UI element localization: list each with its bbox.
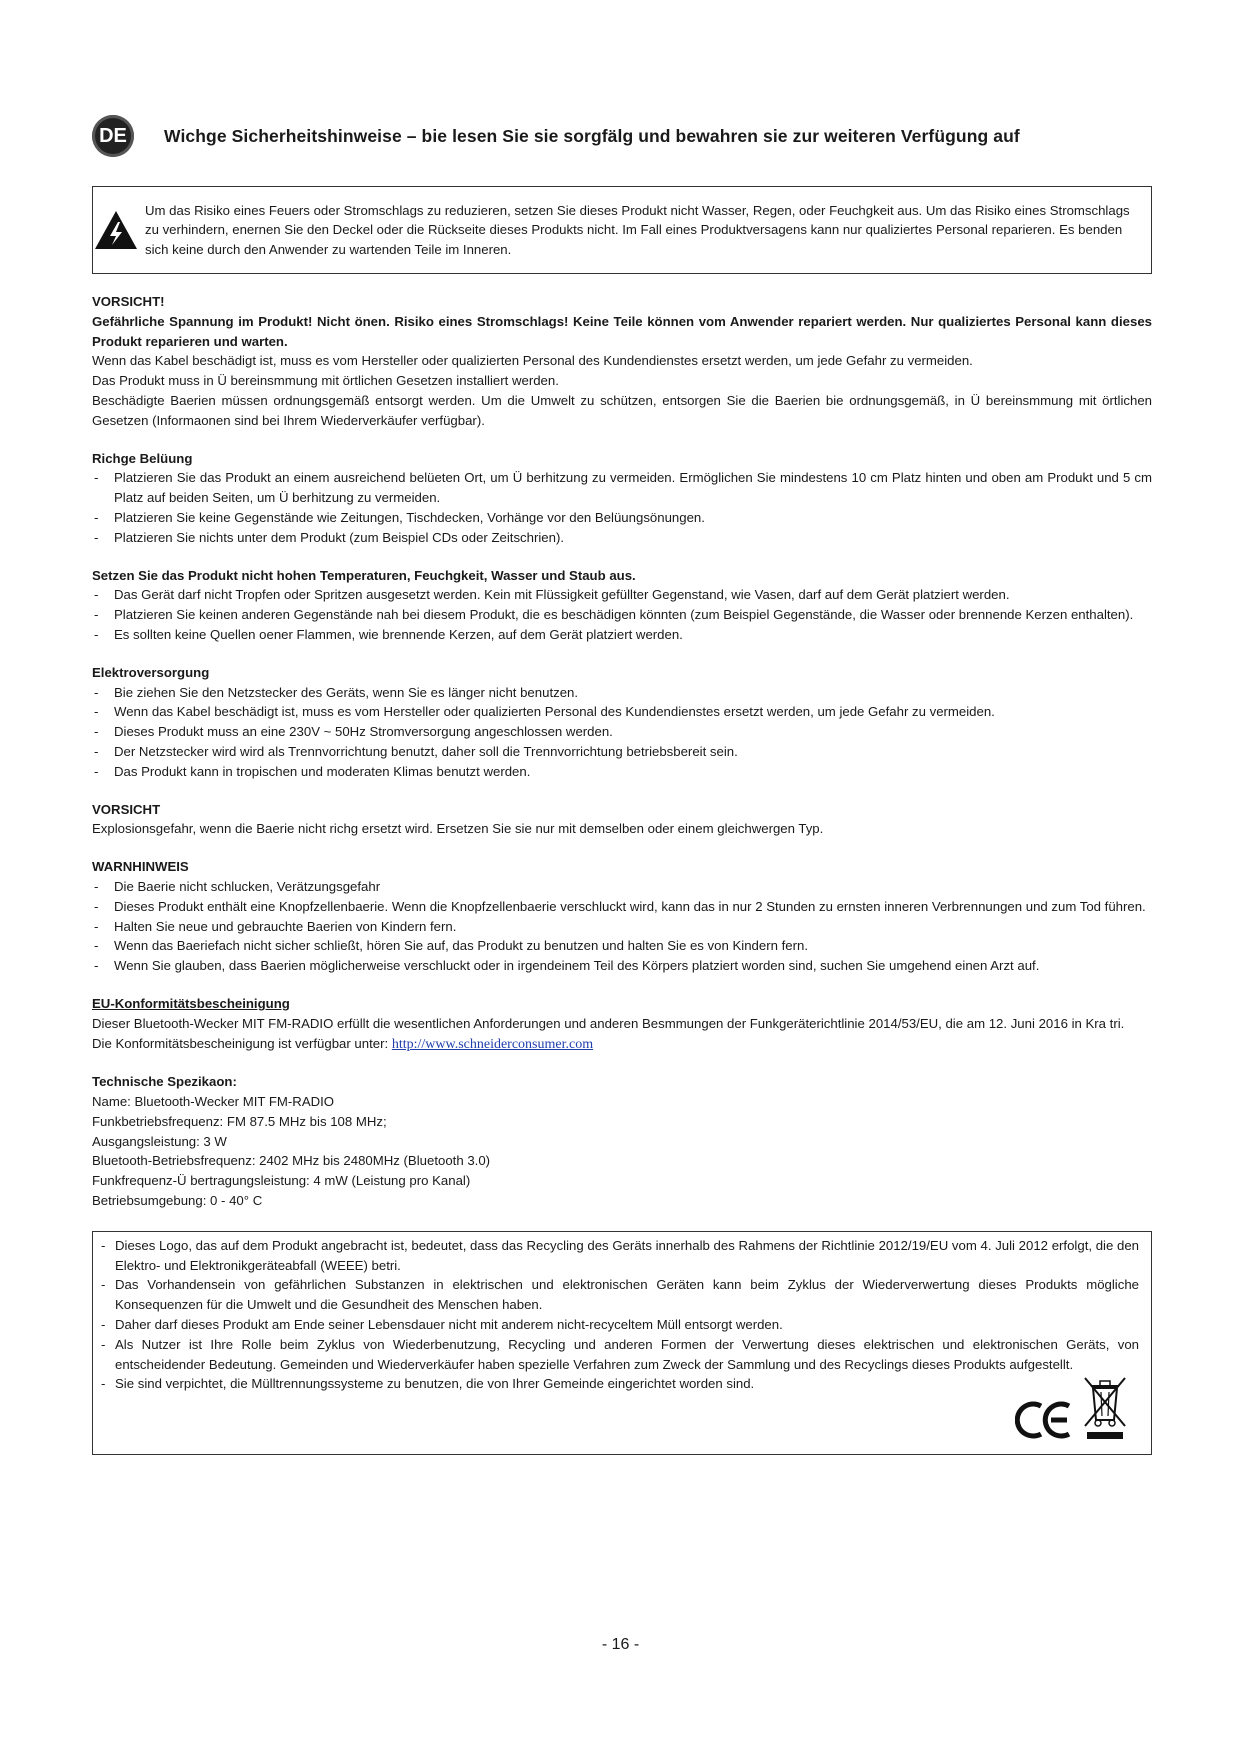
list-item: - Wenn das Kabel beschädigt ist, muss es vom Hersteller oder qualizierten Personal des Kundendienstes ersetzt werden, um jede Gefahr zu vermeiden. (92, 702, 1152, 722)
list-item: - Wenn Sie glauben, dass Baerien möglicherweise verschluckt oder in irgendeinem Teil des Körpers platziert worden sind, suchen Sie umgehend einen Arzt auf. (92, 956, 1152, 976)
spec-line: Ausgangsleistung: 3 W (92, 1133, 227, 1149)
list-item: - Platzieren Sie das Produkt an einem ausreichend belüeten Ort, um Ü berhitzung zu vermeiden. Ermöglichen Sie mindestens 10 cm Platz hinten und oben am Produkt und 5 cm Platz auf beiden Seiten, um Ü berhitzung zu vermeiden. (92, 468, 1152, 508)
specs-section (92, 1072, 1152, 1211)
warning-heading: WARNHINWEIS (92, 859, 189, 875)
weee-box (92, 1231, 1152, 1455)
list-item: - Wenn das Baeriefach nicht sicher schließt, hören Sie auf, das Produkt zu benutzen und halten Sie es von Kindern fern. (92, 936, 1152, 956)
power-section (92, 663, 1152, 782)
spec-line: Name: Bluetooth-Wecker MIT FM-RADIO (92, 1094, 335, 1110)
list-item: - Platzieren Sie nichts unter dem Produkt (zum Beispiel CDs oder Zeitschrien). (92, 528, 1152, 548)
conformity-link-line (92, 1034, 1152, 1055)
conformity-text: Dieser Bluetooth-Wecker MIT FM-RADIO erfüllt die wesentlichen Anforderungen und anderen Besmmungen der Funkgeräterichtlinie 2014/53/EU, die am 12. Juni 2016 in Kra tri. (92, 1015, 1125, 1031)
conformity-heading: EU-Konformitätsbescheinigung (92, 995, 290, 1011)
list-item: - Die Baerie nicht schlucken, Verätzungsgefahr (92, 877, 1152, 897)
caution-section (92, 292, 1152, 431)
ventilation-section (92, 449, 1152, 548)
compliance-marks (1015, 1374, 1129, 1442)
language-badge: DE (92, 115, 134, 157)
list-item: - Bie ziehen Sie den Netzstecker des Geräts, wenn Sie es länger nicht benutzen. (92, 683, 1152, 703)
page-number: - 16 - (601, 1636, 640, 1653)
high-voltage-warning-icon (93, 209, 139, 251)
ce-mark-icon (1015, 1398, 1075, 1442)
list-item: - Platzieren Sie keinen anderen Gegenstände nah bei diesem Produkt, die es beschädigen könnten (zum Beispiel Gegenstände, die Wasser oder brennende Kerzen enthalten). (92, 605, 1152, 625)
power-heading: Elektroversorgung (92, 664, 210, 680)
list-item: - Das Gerät darf nicht Tropfen oder Spritzen ausgesetzt werden. Kein mit Flüssigkeit gefüllter Gegenstand, wie Vasen, darf auf dem Gerät platziert werden. (92, 585, 1152, 605)
battery-caution-heading: VORSICHT (92, 801, 161, 817)
list-item: - Es sollten keine Quellen oener Flammen, wie brennende Kerzen, auf dem Gerät platziert werden. (92, 625, 1152, 645)
battery-caution-section (92, 800, 1152, 840)
conformity-link[interactable]: http://www.schneiderconsumer.com (391, 1036, 594, 1052)
list-item: - Das Vorhandensein von gefährlichen Substanzen in elektrischen und elektronischen Geräten kann beim Zyklus der Wiederverwertung dieses Produkts mögliche Konsequenzen für die Umwelt und die Gesundheit des Menschen haben. (101, 1275, 1139, 1315)
temperature-heading: Setzen Sie das Produkt nicht hohen Temperaturen, Feuchgkeit, Wasser und Staub aus. (92, 567, 636, 583)
temperature-section (92, 566, 1152, 645)
list-item: - Das Produkt kann in tropischen und moderaten Klimas benutzt werden. (92, 762, 1152, 782)
list-item: - Dieses Logo, das auf dem Produkt angebracht ist, bedeutet, dass das Recycling des Geräts innerhalb des Rahmens der Richtlinie 2012/19/EU vom 4. Juli 2012 erfolgt, die den Elektro- und Elektronikgeräteabfall (WEEE) betri. (101, 1236, 1139, 1276)
spec-line: Funkfrequenz-Ü bertragungsleistung: 4 mW (Leistung pro Kanal) (92, 1173, 471, 1189)
conformity-link-prefix: Die Konformitätsbescheinigung ist verfügbar unter: (92, 1035, 389, 1051)
caution-paragraph: Wenn das Kabel beschädigt ist, muss es vom Hersteller oder qualizierten Personal des Kundendienstes ersetzt werden, um jede Gefahr zu vermeiden. (92, 353, 973, 369)
header (92, 108, 1152, 164)
list-item: - Halten Sie neue und gebrauchte Baerien von Kindern fern. (92, 917, 1152, 937)
list-item: - Daher darf dieses Produkt am Ende seiner Lebensdauer nicht mit anderem nicht-recyceltem Müll entsorgt werden. (101, 1315, 1139, 1335)
caution-bold-text: Gefährliche Spannung im Produkt! Nicht önen. Risiko eines Stromschlags! Keine Teile können vom Anwender repariert werden. Nur qualiziertes Personal kann dieses Produkt reparieren und warten. (92, 313, 1152, 349)
spec-line: Betriebsumgebung: 0 - 40° C (92, 1193, 263, 1209)
page-title: Wichge Sicherheitshinweise – bie lesen Sie sie sorgfälg und bewahren sie zur weiteren Verfügung auf (164, 125, 1020, 146)
spec-line: Funkbetriebsfrequenz: FM 87.5 MHz bis 108 MHz; (92, 1113, 387, 1129)
warning-section (92, 857, 1152, 976)
weee-bin-icon (1081, 1374, 1129, 1442)
manual-page (92, 108, 1152, 1455)
warning-box-text: Um das Risiko eines Feuers oder Stromschlags zu reduzieren, setzen Sie dieses Produkt nicht Wasser, Regen, oder Feuchgkeit aus. Um das Risiko eines Stromschlags zu verhindern, enernen Sie den Deckel oder die Rückseite dieses Produkts nicht. Im Fall eines Produktversagens kann nur qualiziertes Personal reparieren. Es benden sich keine durch den Anwender zu wartenden Teile im Inneren. (145, 202, 1130, 257)
specs-heading: Technische Spezikaon: (92, 1074, 237, 1090)
list-item: - Als Nutzer ist Ihre Rolle beim Zyklus von Wiederbenutzung, Recycling und anderen Formen der Verwertung dieses elektrischen und elektronischen Geräts, von entscheidender Bedeutung. Gemeinden und Wiederverkäufer haben spezielle Verfahren zum Zweck der Sammlung und des Recyclings dieses Produkts aufgestellt. (101, 1335, 1139, 1375)
list-item: - Der Netzstecker wird wird als Trennvorrichtung benutzt, daher soll die Trennvorrichtung betriebsbereit sein. (92, 742, 1152, 762)
caution-paragraph: Beschädigte Baerien müssen ordnungsgemäß entsorgt werden. Um die Umwelt zu schützen, entsorgen Sie die Baerien bie ordnungsgemäß, in Ü bereinsmmung mit örtlichen Gesetzen (Informaonen sind bei Ihrem Wiederverkäufer verfügbar). (92, 392, 1152, 428)
battery-caution-text: Explosionsgefahr, wenn die Baerie nicht richg ersetzt wird. Ersetzen Sie sie nur mit demselben oder einem gleichwergen Typ. (92, 821, 824, 837)
warning-box (92, 186, 1152, 274)
conformity-section (92, 994, 1152, 1054)
spec-line: Bluetooth-Betriebsfrequenz: 2402 MHz bis 2480MHz (Bluetooth 3.0) (92, 1153, 491, 1169)
caution-paragraph: Das Produkt muss in Ü bereinsmmung mit örtlichen Gesetzen installiert werden. (92, 373, 559, 389)
list-item: - Dieses Produkt enthält eine Knopfzellenbaerie. Wenn die Knopfzellenbaerie verschluckt wird, kann das in nur 2 Stunden zu ernsten inneren Verbrennungen und zum Tod führen. (92, 897, 1152, 917)
caution-heading: VORSICHT! (92, 294, 165, 309)
list-item: - Dieses Produkt muss an eine 230V ~ 50Hz Stromversorgung angeschlossen werden. (92, 722, 1152, 742)
ventilation-heading: Richge Belüung (92, 450, 193, 466)
list-item: - Sie sind verpichtet, die Mülltrennungssysteme zu benutzen, die von Ihrer Gemeinde eingerichtet worden sind. (101, 1374, 1139, 1394)
list-item: - Platzieren Sie keine Gegenstände wie Zeitungen, Tischdecken, Vorhänge vor den Belüungsönungen. (92, 508, 1152, 528)
